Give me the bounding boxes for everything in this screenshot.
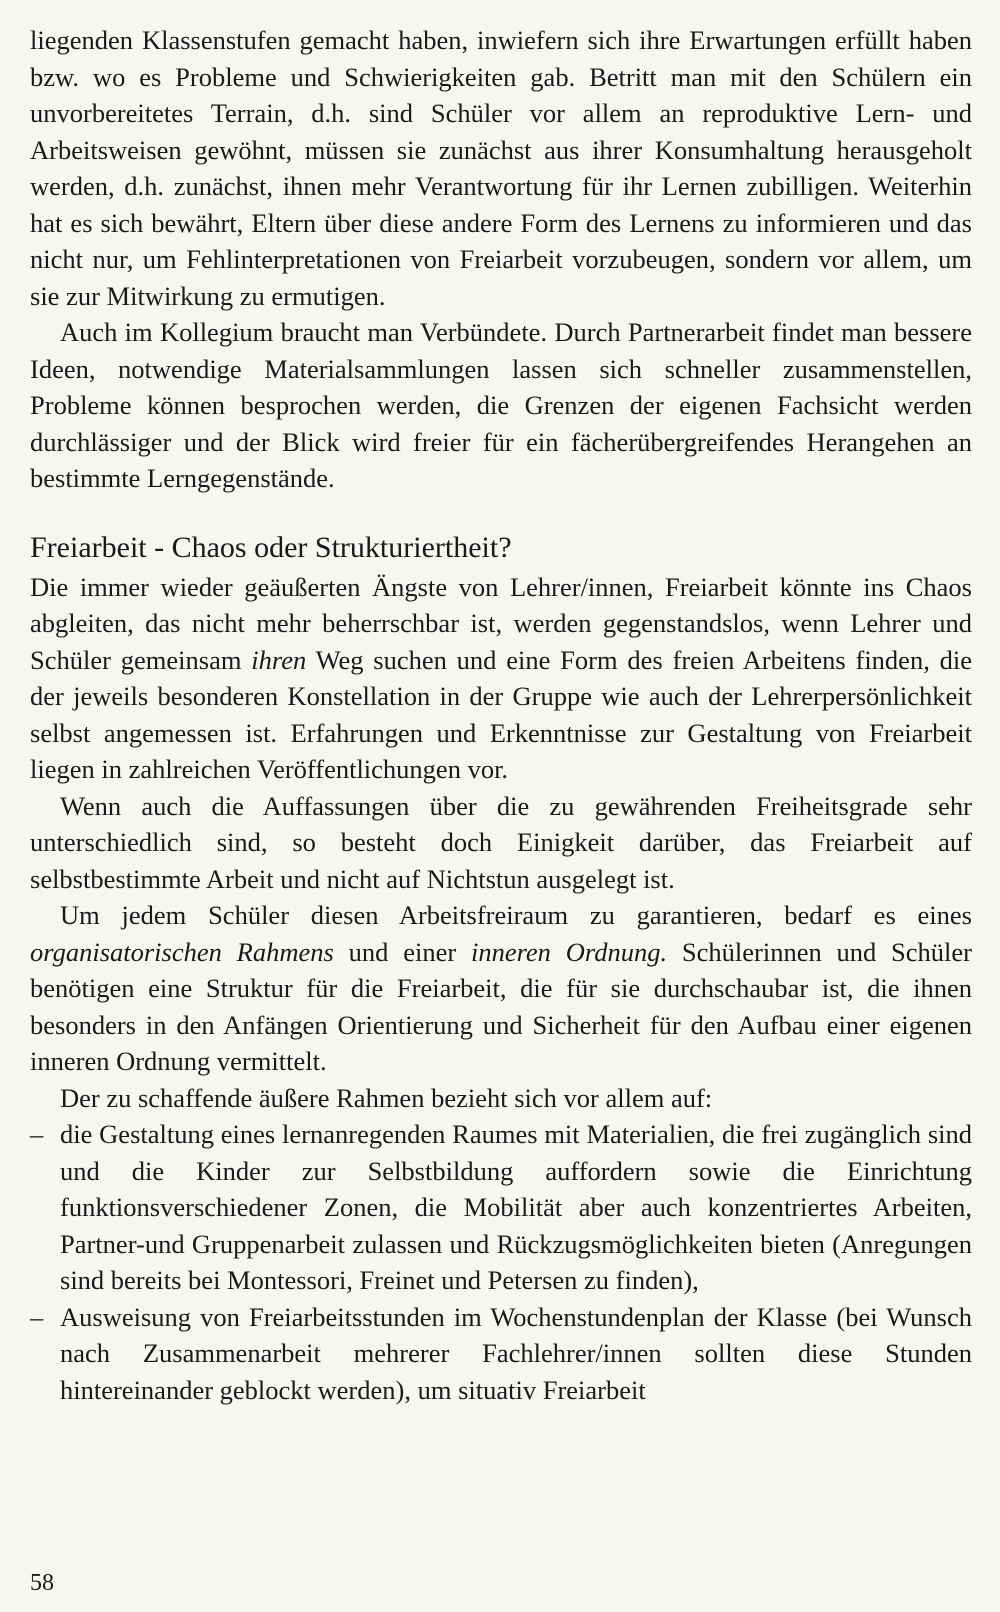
list-item-text: die Gestaltung eines lernanregenden Raumes mit Materialien, die frei zugänglich sind und die Kinder zur Selbstbildung auffordern sowie die Einrichtung funktionsverschiedener Zonen, die Mobilität aber auch konzentriertes Arbeiten, Partner-und Gruppenarbeit zulassen und Rückzugsmöglichkeiten bieten (Anregungen sind bereits bei Montessori, Freinet und Petersen zu finden), <box>60 1119 972 1295</box>
list-item-text: Ausweisung von Freiarbeitsstunden im Wochenstundenplan der Klasse (bei Wunsch nach Zusammenarbeit mehrerer Fachlehrer/innen sollten diese Stunden hintereinander geblockt werden), um situativ Freiarbeit <box>60 1301 972 1405</box>
list-item <box>30 1299 972 1409</box>
page-number: 58 <box>30 1570 54 1596</box>
emphasis-inner-order: inneren Ordnung. <box>470 936 668 967</box>
paragraph-continued: liegenden Klassenstufen gemacht haben, inwiefern sich ihre Erwartungen erfüllt haben bzw. wo es Probleme und Schwierigkeiten gab. Betritt man mit den Schülern ein unvorbereitetes Terrain, d.h. sind Schüler vor allem an reproduktive Lern- und Arbeitsweisen gewöhnt, müssen sie zunächst aus ihrer Konsumhaltung herausgeholt werden, d.h. zunächst, ihnen mehr Verantwortung für ihr Lernen zubilligen. Weiterhin hat es sich bewährt, Eltern über diese andere Form des Lernens zu informieren und das nicht nur, um Fehlinterpretationen von Freiarbeit vorzubeugen, sondern vor allem, um sie zur Mitwirkung zu ermutigen. <box>30 25 972 311</box>
paragraph-fears-text-a: Die immer wieder geäußerten Ängste von Lehrer/innen, Freiarbeit könnte ins Chaos abgleiten, das nicht mehr beherrschbar ist, werden gegenstandslos, wenn Lehrer und Schüler gemeinsam <box>30 571 972 675</box>
paragraph-framework-text-c: Schülerinnen und Schüler benötigen eine Struktur für die Freiarbeit, die für sie durchschaubar ist, die ihnen besonders in den Anfängen Orientierung und Sicherheit für den Aufbau einer eigenen inneren Ordnung vermittelt. <box>30 936 973 1076</box>
section-spacer <box>30 497 972 527</box>
dash-bullet: – <box>30 1119 44 1149</box>
paragraph-framework <box>30 897 972 1080</box>
paragraph-framework-text-a: Um jedem Schüler diesen Arbeitsfreiraum zu garantieren, bedarf es eines <box>60 900 972 930</box>
paragraph-fears <box>30 569 972 788</box>
list-item <box>30 1116 972 1299</box>
emphasis-ihren: ihren <box>251 644 307 675</box>
paragraph-freedom-degrees: Wenn auch die Auffassungen über die zu gewährenden Freiheitsgrade sehr unterschiedlich sind, so besteht doch Einigkeit darüber, das Freiarbeit auf selbstbestimmte Arbeit und nicht auf Nichtstun ausgelegt ist. <box>30 790 972 894</box>
outer-frame-list <box>30 1116 972 1408</box>
paragraph-fears-text-b: Weg suchen und eine Form des freien Arbeitens finden, die der jeweils besonderen Konstellation in der Gruppe wie auch der Lehrerpersönlichkeit selbst angemessen ist. Erfahrungen und Erkenntnisse zur Gestaltung von Freiarbeit liegen in zahlreichen Veröffentlichungen vor. <box>30 644 972 784</box>
section-heading: Freiarbeit - Chaos oder Strukturiertheit? <box>30 530 512 564</box>
paragraph-framework-text-b: und einer <box>333 936 471 967</box>
dash-bullet: – <box>30 1301 44 1332</box>
emphasis-organisational-frame: organisatorischen Rahmens <box>30 936 334 967</box>
paragraph-outer-frame-intro: Der zu schaffende äußere Rahmen bezieht sich vor allem auf: <box>60 1082 713 1113</box>
paragraph-colleagues: Auch im Kollegium braucht man Verbündete. Durch Partnerarbeit findet man bessere Ideen, notwendige Materialsammlungen lassen sich schneller zusammenstellen, Probleme können besprochen werden, die Grenzen der eigenen Fachsicht werden durchlässiger und der Blick wird freier für ein fächerübergreifendes Herangehen an bestimmte Lerngegenstände. <box>30 317 972 493</box>
